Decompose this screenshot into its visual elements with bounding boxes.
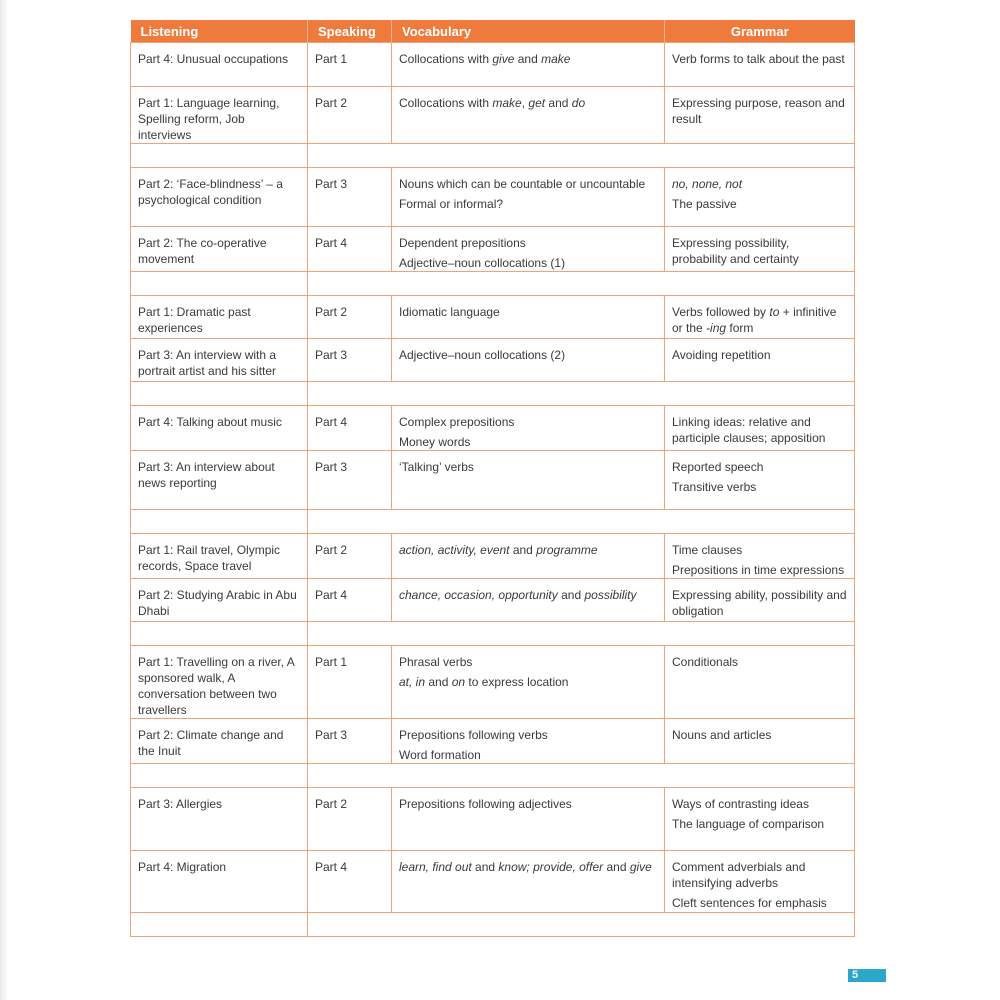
listening-cell: Part 1: Dramatic past experiences xyxy=(131,296,308,339)
vocabulary-cell: Prepositions following adjectives xyxy=(392,788,665,851)
speaking-cell: Part 4 xyxy=(308,406,392,451)
table-row xyxy=(131,579,855,622)
grammar-cell: Avoiding repetition xyxy=(665,339,855,382)
listening-cell: Part 4: Talking about music xyxy=(131,406,308,451)
vocabulary-cell: Nouns which can be countable or uncountable Formal or informal? xyxy=(392,168,665,227)
grammar-cell: Conditionals xyxy=(665,646,855,719)
header-vocabulary: Vocabulary xyxy=(392,20,665,43)
unit-separator-row xyxy=(131,144,855,168)
speaking-cell: Part 3 xyxy=(308,451,392,510)
grammar-cell: Verb forms to talk about the past xyxy=(665,43,855,87)
table-row xyxy=(131,646,855,719)
speaking-cell: Part 1 xyxy=(308,43,392,87)
vocabulary-cell: Prepositions following verbs Word formation xyxy=(392,719,665,764)
table-row xyxy=(131,168,855,227)
vocabulary-cell: Collocations with give and make xyxy=(392,43,665,87)
listening-cell: Part 2: The co-operative movement xyxy=(131,227,308,272)
speaking-cell: Part 1 xyxy=(308,646,392,719)
vocabulary-cell: Phrasal verbs at, in and on to express location xyxy=(392,646,665,719)
vocabulary-cell: Dependent prepositions Adjective–noun collocations (1) xyxy=(392,227,665,272)
table-row xyxy=(131,406,855,451)
grammar-cell: Expressing ability, possibility and obligation xyxy=(665,579,855,622)
vocabulary-cell: Adjective–noun collocations (2) xyxy=(392,339,665,382)
speaking-cell: Part 2 xyxy=(308,534,392,579)
grammar-cell: Expressing purpose, reason and result xyxy=(665,87,855,144)
table-row xyxy=(131,451,855,510)
header-grammar: Grammar xyxy=(665,20,855,43)
listening-cell: Part 2: Studying Arabic in Abu Dhabi xyxy=(131,579,308,622)
grammar-cell: Reported speech Transitive verbs xyxy=(665,451,855,510)
vocabulary-cell: Collocations with make, get and do xyxy=(392,87,665,144)
grammar-cell: Nouns and articles xyxy=(665,719,855,764)
listening-cell: Part 3: An interview about news reporting xyxy=(131,451,308,510)
speaking-cell: Part 4 xyxy=(308,227,392,272)
unit-separator-row xyxy=(131,382,855,406)
vocabulary-cell: action, activity, event and programme xyxy=(392,534,665,579)
listening-cell: Part 3: Allergies xyxy=(131,788,308,851)
listening-cell: Part 1: Language learning, Spelling reform, Job interviews xyxy=(131,87,308,144)
vocabulary-cell: Complex prepositions Money words xyxy=(392,406,665,451)
grammar-cell: Expressing possibility, probability and certainty xyxy=(665,227,855,272)
header-speaking: Speaking xyxy=(308,20,392,43)
header-listening: Listening xyxy=(131,20,308,43)
vocabulary-cell: learn, find out and know; provide, offer and give xyxy=(392,851,665,913)
table-row xyxy=(131,534,855,579)
grammar-cell: Verbs followed by to + infinitive or the -ing form xyxy=(665,296,855,339)
listening-cell: Part 1: Travelling on a river, A sponsored walk, A conversation between two travellers xyxy=(131,646,308,719)
table-row xyxy=(131,296,855,339)
grammar-cell: Linking ideas: relative and participle clauses; apposition xyxy=(665,406,855,451)
table-row xyxy=(131,719,855,764)
listening-cell: Part 3: An interview with a portrait artist and his sitter xyxy=(131,339,308,382)
table-row xyxy=(131,851,855,913)
speaking-cell: Part 2 xyxy=(308,296,392,339)
speaking-cell: Part 3 xyxy=(308,719,392,764)
header-row xyxy=(131,20,855,43)
contents-table xyxy=(130,20,855,937)
listening-cell: Part 1: Rail travel, Olympic records, Space travel xyxy=(131,534,308,579)
unit-separator-row xyxy=(131,510,855,534)
page-edge-shadow xyxy=(0,0,8,1000)
unit-separator-row xyxy=(131,764,855,788)
unit-separator-row xyxy=(131,622,855,646)
speaking-cell: Part 3 xyxy=(308,168,392,227)
listening-cell: Part 2: ‘Face-blindness’ – a psychological condition xyxy=(131,168,308,227)
speaking-cell: Part 2 xyxy=(308,87,392,144)
table-row xyxy=(131,339,855,382)
table-row xyxy=(131,227,855,272)
page-number: 5 xyxy=(848,969,886,982)
speaking-cell: Part 2 xyxy=(308,788,392,851)
vocabulary-cell: ‘Talking’ verbs xyxy=(392,451,665,510)
table-row xyxy=(131,788,855,851)
grammar-cell: Time clauses Prepositions in time expressions xyxy=(665,534,855,579)
speaking-cell: Part 3 xyxy=(308,339,392,382)
speaking-cell: Part 4 xyxy=(308,579,392,622)
table-row xyxy=(131,87,855,144)
speaking-cell: Part 4 xyxy=(308,851,392,913)
listening-cell: Part 4: Migration xyxy=(131,851,308,913)
listening-cell: Part 2: Climate change and the Inuit xyxy=(131,719,308,764)
grammar-cell: no, none, not The passive xyxy=(665,168,855,227)
unit-separator-row xyxy=(131,913,855,937)
table-row xyxy=(131,43,855,87)
grammar-cell: Comment adverbials and intensifying adverbs Cleft sentences for emphasis xyxy=(665,851,855,913)
vocabulary-cell: Idiomatic language xyxy=(392,296,665,339)
unit-separator-row xyxy=(131,272,855,296)
listening-cell: Part 4: Unusual occupations xyxy=(131,43,308,87)
grammar-cell: Ways of contrasting ideas The language of comparison xyxy=(665,788,855,851)
vocabulary-cell: chance, occasion, opportunity and possibility xyxy=(392,579,665,622)
